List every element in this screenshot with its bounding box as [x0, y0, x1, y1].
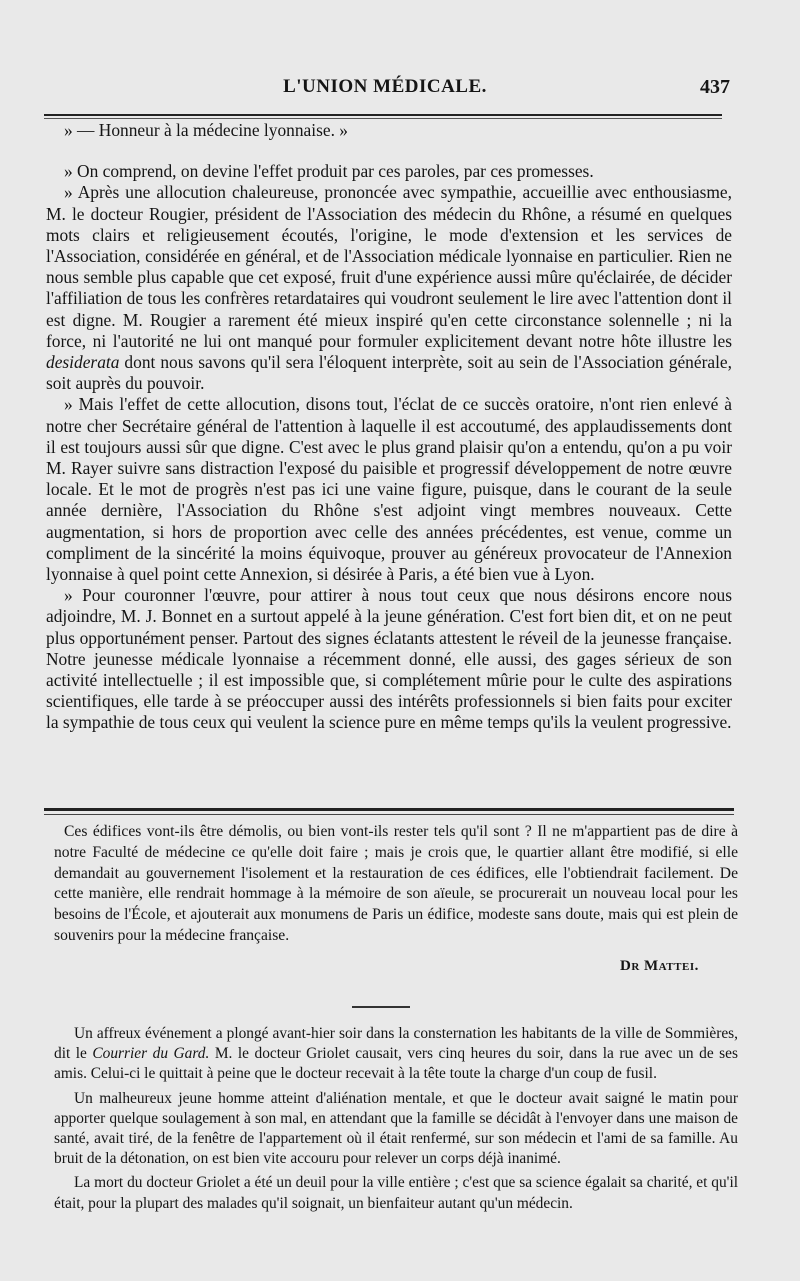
paragraph: [46, 182, 732, 394]
page-number: 437: [700, 76, 730, 98]
running-title: L'UNION MÉDICALE.: [283, 76, 487, 97]
text-run: Un affreux événement a plongé avant-hier soir dans la consternation les habitants de la ville de Sommières, dit le: [54, 1025, 738, 1063]
text-run: M. le docteur Griolet causait, vers cinq heures du soir, dans la rue avec un de ses amis. Celui-ci le quittait à peine que le docteur recevait à la tête toute la charge d'un coup de fusil.: [54, 1045, 738, 1083]
header-rule-thin: [44, 118, 722, 119]
paragraph: Un malheureux jeune homme atteint d'aliénation mentale, et que le docteur avait saigné le matin pour apporter quelque soulagement à son mal, en attendant que la famille se décidât à l'envoyer dans une maison de santé, avait tiré, de la fenêtre de l'appartement où il était renfermé, sur son médecin et l'ami de sa famille. Au bruit de la détonation, on est bien vite accouru pour relever un corps déjà inanimé.: [54, 1089, 738, 1168]
paragraph: [54, 1024, 738, 1085]
header-rule: [44, 114, 722, 116]
separator-rule: [352, 1006, 410, 1008]
paragraph: » — Honneur à la médecine lyonnaise. »: [64, 120, 348, 140]
text-run: dont nous savons qu'il sera l'éloquent interprète, soit au sein de l'Association générale, soit auprès du pouvoir.: [46, 352, 732, 394]
paragraph: La mort du docteur Griolet a été un deuil pour la ville entière ; c'est que sa science égalait sa charité, et qu'il était, pour la plupart des malades qu'il soignait, un bienfaiteur autant qu'un médecin.: [54, 1174, 738, 1212]
paragraph: » Pour couronner l'œuvre, pour attirer à nous tout ceux que nous désirons encore nous adjoindre, M. J. Bonnet en a surtout appelé à la jeune génération. C'est fort bien dit, et on ne peut plus opportunément penser. Partout des signes éclatants attestent le réveil de la jeunesse française. Notre jeunesse médicale lyonnaise a récemment donné, elle aussi, des gages sérieux de son activité intellectuelle ; il est impossible que, si complétement mûrie pour le culte des aspirations scientifiques, elle tarde à se préoccuper aussi des intérêts professionnels si bien faits pour exciter la sympathie de tous ceux qui veulent la science pure en même temps qu'ils la veulent progressive.: [46, 585, 732, 733]
section-rule-thin: [44, 814, 734, 815]
news-item: [54, 1024, 738, 1218]
paragraph: » On comprend, on devine l'effet produit par ces paroles, par ces promesses.: [64, 161, 594, 182]
paragraph: Ces édifices vont-ils être démolis, ou bien vont-ils rester tels qu'il sont ? Il ne m'appartient pas de dire à notre Faculté de médecine ce qu'elle doit faire ; mais je crois que, le quartier allant être modifié, si elle demandait au gouvernement l'isolement et la restauration de ces édifices, elle l'obtiendrait facilement. De cette manière, elle rendrait hommage à la mémoire de son aïeule, se procurerait un nouveau local pour les besoins de l'École, et ajouterait aux monumens de Paris un édifice, modeste sans doute, mais qui est plein de souvenirs pour la médecine française.: [54, 823, 738, 944]
italic-term: desiderata: [46, 352, 120, 373]
footnote-block: [54, 822, 738, 947]
text-run: » Après une allocution chaleureuse, prononcée avec sympathie, accueillie avec enthousiasme, M. le docteur Rougier, président de l'Association des médecin du Rhône, a résumé en quelques mots clairs et religieusement écoutés, l'origine, le mode d'extension et les services de l'Association, considérée en général, et de l'Association médicale lyonnaise en particulier. Rien ne nous semble plus capable que cet exposé, fruit d'une expérience aussi mûre qu'éclairée, de décider l'affiliation de tous les confrères retardataires qui voudront seulement le lire avec l'attention dont il est digne. M. Rougier a rarement été mieux inspiré qu'en cette circonstance solennelle ; ni la force, ni l'autorité ne lui ont manqué pour formuler explicitement devant notre hôte illustre les: [46, 182, 732, 351]
newspaper-title: Courrier du Gard.: [92, 1045, 210, 1063]
main-article: [46, 120, 732, 734]
page-header: [40, 72, 730, 108]
signature: Dr Mattei.: [620, 958, 699, 974]
section-rule: [44, 808, 734, 811]
paragraph: » Mais l'effet de cette allocution, disons tout, l'éclat de ce succès oratoire, n'ont rien enlevé à notre cher Secrétaire général de l'attention à laquelle il est accoutumé, des applaudissements dont il est toujours aussi sûr que digne. C'est avec le plus grand plaisir qu'on a entendu, qu'on a pu voir M. Rayer suivre sans distraction l'exposé du paisible et progressif développement de notre œuvre locale. Et le mot de progrès n'est pas ici une vaine figure, puisque, dans le courant de la seule année dernière, l'Association du Rhône s'est adjoint vingt membres nouveaux. Cette augmentation, si hors de proportion avec celle des années précédentes, est venue, comme un compliment de la sincérité la moins équivoque, prouver au généreux provocateur de l'Annexion lyonnaise à quel point cette Annexion, si désirée à Paris, a été bien vue à Lyon.: [46, 394, 732, 585]
